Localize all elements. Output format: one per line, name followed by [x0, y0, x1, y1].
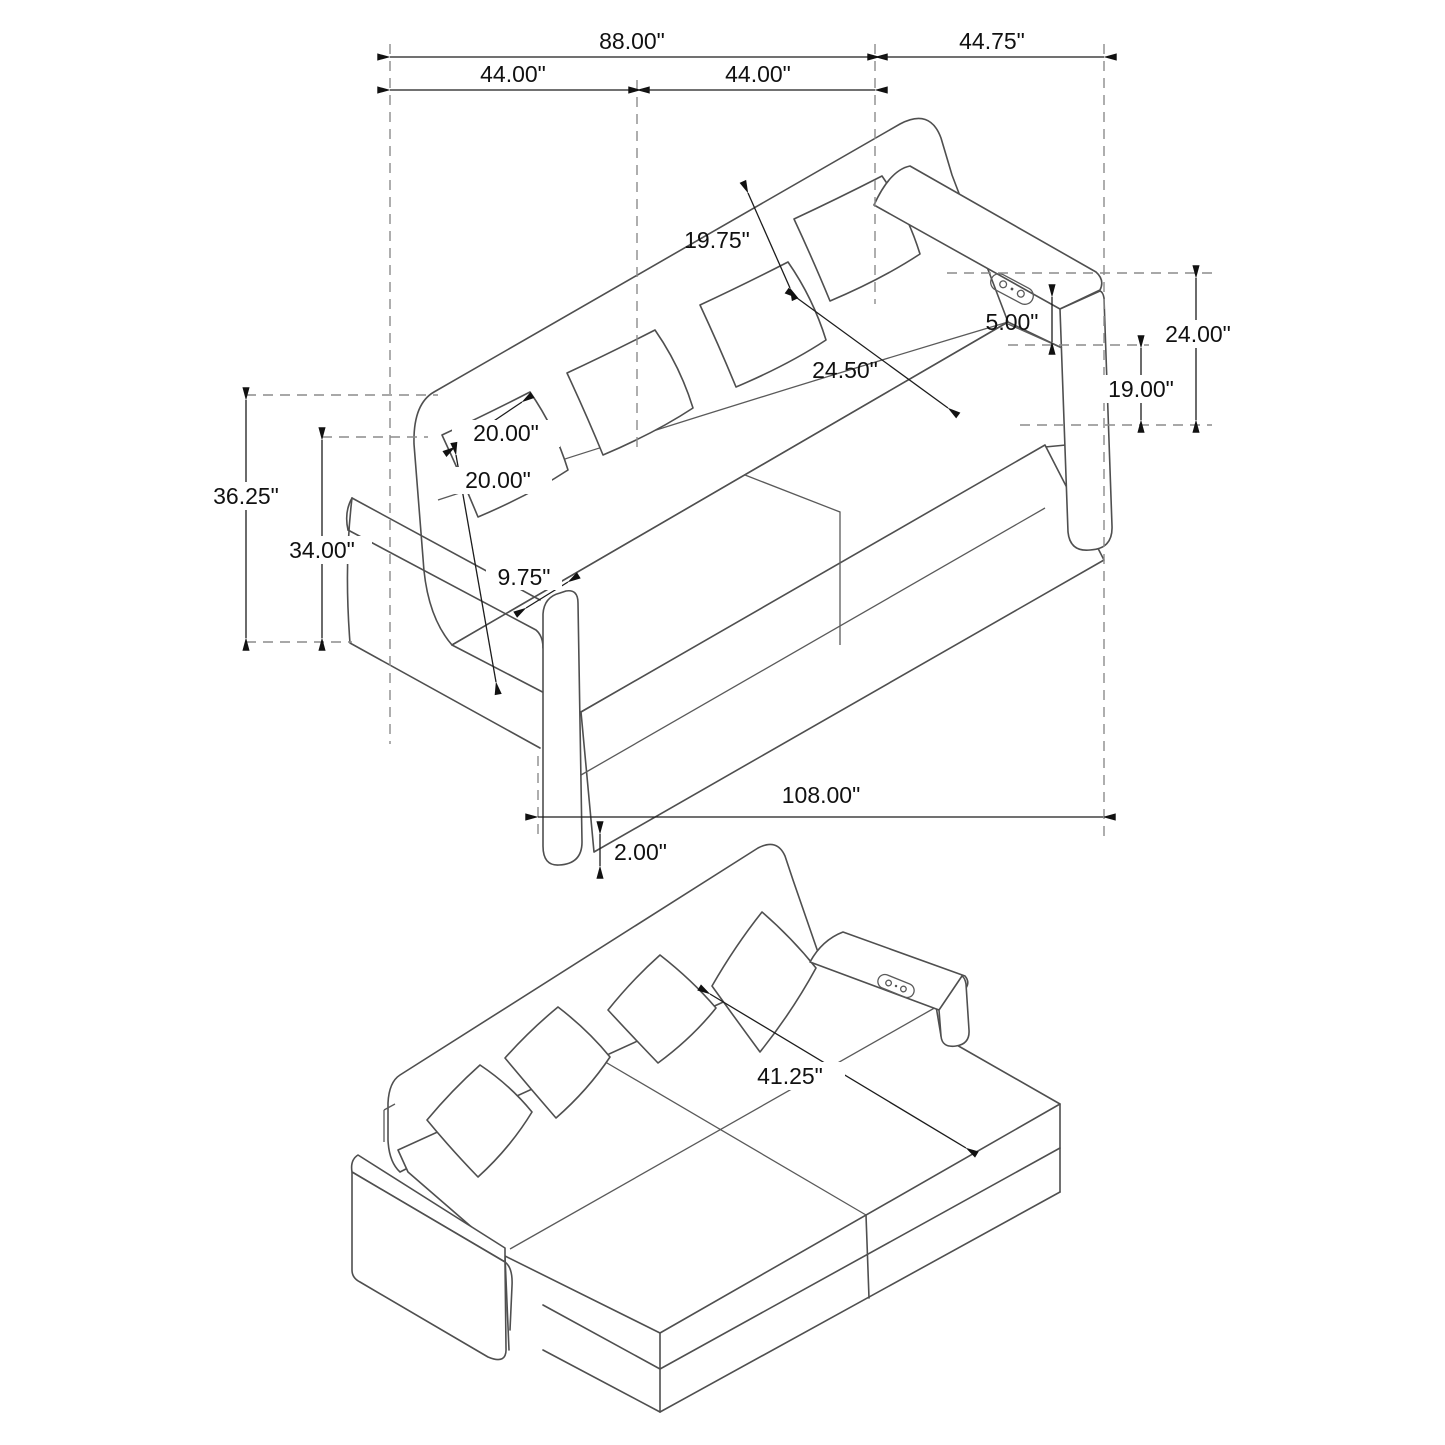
sofa-view-sleeper [352, 844, 1060, 1412]
left-arm-front-face [543, 591, 582, 865]
dim-label: 44.75" [959, 28, 1025, 54]
dim-seat-right-44 [641, 61, 875, 90]
dim-back-width-88 [390, 28, 875, 57]
dim-seat-left-44 [390, 61, 637, 90]
dim-overall-height-3625 [197, 400, 296, 638]
dim-back-height-3400 [273, 440, 372, 638]
dim-label: 20.00" [473, 420, 539, 446]
dim-label: 24.00" [1165, 321, 1231, 347]
dim-label: 41.25" [757, 1063, 823, 1089]
dim-label: 20.00" [465, 467, 531, 493]
dim-label: 2.00" [614, 839, 667, 865]
dim-label: 24.50" [812, 357, 878, 383]
dim-label: 19.00" [1108, 376, 1174, 402]
dim-label: 34.00" [289, 537, 355, 563]
dim-label: 9.75" [497, 564, 551, 590]
dim-label: 5.00" [985, 309, 1039, 335]
dim-label: 44.00" [725, 61, 791, 87]
dim-label: 19.75" [684, 227, 750, 253]
dim-chaise-extension-4475 [880, 28, 1104, 57]
dim-label: 44.00" [480, 61, 546, 87]
dim-label: 36.25" [213, 483, 279, 509]
dim-label: 108.00" [781, 782, 861, 808]
dim-label: 88.00" [599, 28, 665, 54]
